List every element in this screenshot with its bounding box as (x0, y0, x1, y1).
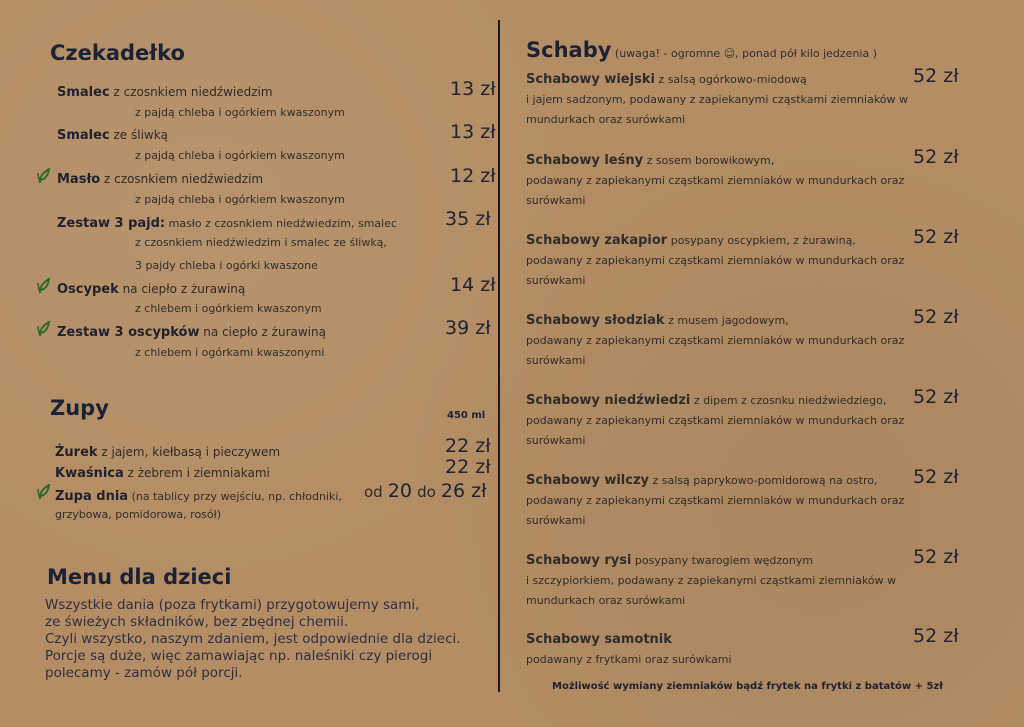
menu-item (57, 168, 263, 187)
soup-volume: 450 ml (447, 410, 486, 421)
item-sub: z pajdą chleba i ogórkiem kwaszonym (135, 149, 345, 162)
item-rest: podawany z zapiekanymi cząstkami ziemniaków w mundurkach oraz surówkami (526, 174, 905, 207)
section-title-czekadelko: Czekadełko (50, 41, 185, 65)
item-name: Żurek (55, 445, 98, 460)
menu-item (526, 630, 916, 670)
item-rest: podawany z zapiekanymi cząstkami ziemniaków w mundurkach oraz surówkami (526, 414, 905, 447)
item-rest: podawany z zapiekanymi cząstkami ziemniaków w mundurkach oraz surówkami (526, 254, 905, 287)
section-title-schaby: Schaby (526, 38, 612, 62)
kids-line: Porcje są duże, więc zamawiając np. naleśniki czy pierogi (45, 648, 433, 664)
item-name: Smalec (57, 128, 110, 143)
item-desc: z salsą ogórkowo-miodową (654, 73, 807, 86)
menu-item (526, 70, 916, 130)
item-rest: podawany z zapiekanymi cząstkami ziemniaków w mundurkach oraz surówkami (526, 494, 905, 527)
kids-menu-text (45, 597, 495, 682)
menu-item (526, 151, 916, 211)
item-price: 35 zł (445, 208, 491, 230)
menu-item (526, 551, 916, 611)
item-price: 12 zł (450, 165, 496, 187)
item-desc: z salsą paprykowo-pomidorową na ostro, (649, 474, 878, 487)
menu-item (57, 81, 273, 100)
item-name: Kwaśnica (55, 466, 124, 481)
item-price: 52 zł (913, 306, 959, 328)
item-desc: z czosnkiem niedźwiedzim (109, 85, 273, 99)
item-sub: z chlebem i ogórkiem kwaszonym (135, 302, 322, 315)
item-desc: na ciepło z żurawiną (199, 325, 326, 339)
item-rest: i jajem sadzonym, podawany z zapiekanymi cząstkami ziemniaków w mundurkach oraz surówkami (526, 93, 909, 126)
kids-line: ze świeżych składników, bez zbędnej chemii. (45, 614, 349, 630)
item-desc: na ciepło z żurawiną (118, 282, 246, 296)
price-range (364, 480, 486, 502)
item-price: 52 zł (913, 466, 959, 488)
price-from-label: od (364, 483, 383, 501)
item-sub: z chlebem i ogórkami kwaszonymi (135, 346, 325, 359)
item-rest: podawany z zapiekanymi cząstkami ziemniaków w mundurkach oraz surówkami (526, 334, 905, 367)
item-price: 52 zł (913, 386, 959, 408)
item-sub: z czosnkiem niedźwiedzim i smalec ze śliwką, (135, 236, 387, 249)
section-title-dzieci: Menu dla dzieci (47, 565, 232, 589)
item-name: Oscypek (57, 282, 119, 297)
item-name: Schabowy zakapior (526, 233, 668, 248)
item-name: Schabowy rysi (526, 553, 632, 568)
price-max: 26 zł (440, 480, 487, 502)
item-rest: podawany z frytkami oraz surówkami (526, 653, 732, 666)
price-to-label: do (417, 483, 436, 501)
item-desc: z czosnkiem niedźwiedzim (100, 172, 264, 186)
menu-item (57, 321, 326, 340)
schaby-note: (uwaga! - ogromne ☺, ponad pół kilo jedzenia ) (611, 47, 878, 60)
item-price: 52 zł (913, 146, 959, 168)
item-price: 13 zł (450, 121, 496, 143)
item-desc: (na tablicy przy wejściu, np. chłodniki, (128, 490, 342, 503)
menu-item (55, 485, 342, 504)
item-sub: 3 pajdy chleba i ogórki kwaszone (135, 259, 318, 272)
item-price: 14 zł (450, 274, 496, 296)
item-name: Smalec (57, 85, 110, 100)
item-name: Zestaw 3 pajd: (57, 216, 166, 231)
item-rest: i szczypiorkiem, podawany z zapiekanymi cząstkami ziemniaków w mundurkach oraz surówkami (526, 574, 897, 607)
menu-item (57, 278, 245, 297)
vegetarian-leaf-icon (37, 278, 51, 294)
item-price: 52 zł (913, 546, 959, 568)
menu-item (526, 231, 916, 291)
menu-item (526, 311, 916, 371)
menu-item (55, 441, 280, 460)
item-price: 39 zł (445, 317, 491, 339)
item-desc: z musem jagodowym, (664, 314, 789, 327)
section-title-zupy: Zupy (50, 396, 109, 420)
item-name: Zupa dnia (55, 489, 129, 504)
item-sub: z pajdą chleba i ogórkiem kwaszonym (135, 106, 345, 119)
item-desc: z żebrem i ziemniakami (123, 466, 270, 480)
item-price: 52 zł (913, 625, 959, 647)
vegetarian-leaf-icon (37, 321, 51, 337)
menu-item (55, 462, 270, 481)
item-name: Schabowy wilczy (526, 473, 650, 488)
vegetarian-leaf-icon (37, 484, 51, 500)
item-name: Schabowy słodziak (526, 313, 665, 328)
item-desc: ze śliwką (109, 128, 169, 142)
item-price: 52 zł (913, 65, 959, 87)
item-price: 52 zł (913, 226, 959, 248)
item-name: Schabowy leśny (526, 153, 644, 168)
menu-item (526, 391, 916, 451)
kids-line: Czyli wszystko, naszym zdaniem, jest odpowiednie dla dzieci. (45, 631, 461, 647)
menu-item (57, 212, 397, 231)
item-desc: posypany twarogiem wędzonym (631, 554, 814, 567)
item-name: Masło (57, 172, 101, 187)
item-price: 22 zł (445, 456, 491, 478)
item-name: Schabowy samotnik (526, 632, 672, 647)
item-desc: posypany oscypkiem, z żurawiną, (667, 234, 856, 247)
kids-line: Wszystkie dania (poza frytkami) przygotowujemy sami, (45, 597, 420, 613)
item-desc: z dipem z czosnku niedźwiedziego, (690, 394, 887, 407)
item-desc: z sosem borowikowym, (643, 154, 775, 167)
item-desc: z jajem, kiełbasą i pieczywem (97, 445, 281, 459)
item-price: 22 zł (445, 435, 491, 457)
item-name: Zestaw 3 oscypków (57, 325, 200, 340)
menu-item (526, 471, 916, 531)
item-desc: masło z czosnkiem niedźwiedzim, smalec (165, 217, 398, 230)
vegetarian-leaf-icon (37, 168, 51, 184)
item-name: Schabowy wiejski (526, 72, 655, 87)
price-min: 20 (387, 480, 412, 502)
item-sub: grzybowa, pomidorowa, rosół) (55, 508, 222, 521)
item-name: Schabowy niedźwiedzi (526, 393, 691, 408)
item-price: 13 zł (450, 78, 496, 100)
column-divider (498, 20, 500, 692)
schaby-header (526, 38, 877, 62)
menu-item (57, 124, 168, 143)
kids-line: polecamy - zamów pół porcji. (45, 665, 243, 681)
footnote: Możliwość wymiany ziemniaków bądź frytek na frytki z batatów + 5zł (552, 681, 943, 692)
item-sub: z pajdą chleba i ogórkiem kwaszonym (135, 193, 345, 206)
